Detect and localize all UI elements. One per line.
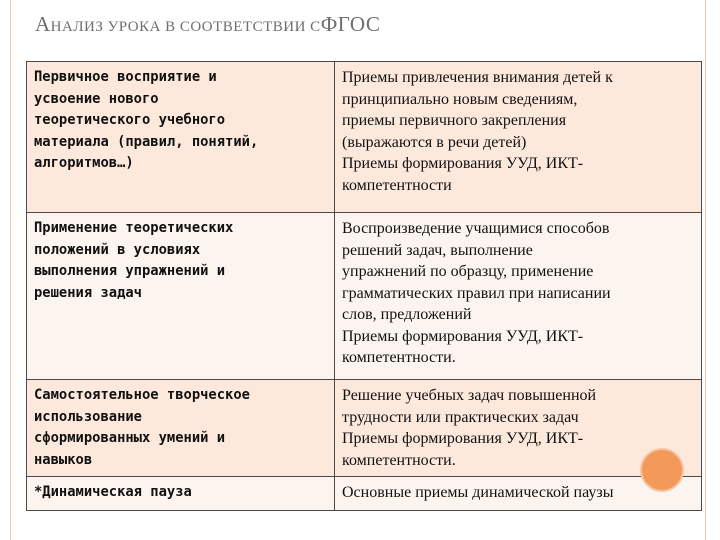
stage-cell: Первичное восприятие и усвоение нового теоретического учебного материала (правил, понятий, алгоритмов…): [27, 62, 335, 213]
decorative-circle: [640, 448, 684, 492]
table-row: [27, 477, 702, 511]
stage-cell: Применение теоретических положений в условиях выполнения упражнений и решения задач: [27, 213, 335, 380]
stage-cell: *Динамическая пауза: [27, 477, 335, 511]
methods-cell: Воспроизведение учащимися способов решений задач, выполнение упражнений по образцу, применение грамматических правил при написании слов, предложений Приемы формирования УУД, ИКТ- компетентности.: [335, 213, 702, 380]
methods-cell: Основные приемы динамической паузы: [335, 477, 702, 511]
table-row: [27, 62, 702, 213]
stage-cell: Самостоятельное творческое использование сформированных умений и навыков: [27, 380, 335, 477]
title-first-cap: А: [35, 12, 51, 36]
methods-cell: Решение учебных задач повышенной трудности или практических задач Приемы формирования УУД, ИКТ- компетентности.: [335, 380, 702, 477]
table-row: [27, 213, 702, 380]
methods-cell: Приемы привлечения внимания детей к принципиально новым сведениям, приемы первичного закрепления (выражаются в речи детей) Приемы формирования УУД, ИКТ- компетентности: [335, 62, 702, 213]
slide-title: [35, 12, 380, 42]
title-fgos: ФГОС: [320, 12, 381, 36]
lesson-analysis-table: [26, 61, 702, 511]
table-row: [27, 380, 702, 477]
title-smallcaps: НАЛИЗ УРОКА В СООТВЕТСТВИИ С: [50, 19, 321, 35]
